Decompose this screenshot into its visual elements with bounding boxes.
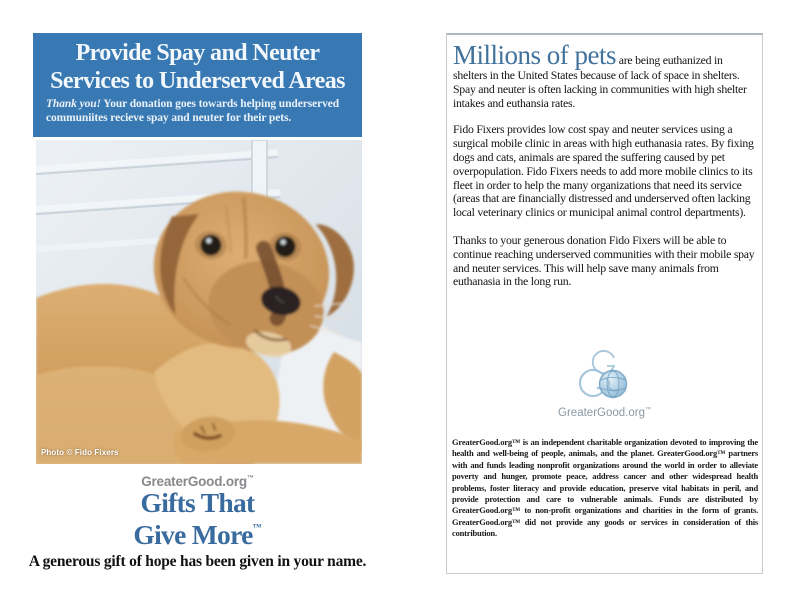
donation-impact-paragraph: Thanks to your generous donation Fido Fixers will be able to continue reaching underserved communities with their mobile spay and neuter services. This will help save many animals from euthanasia in the long run.: [453, 232, 755, 289]
puppy-photo-illustration: [36, 140, 362, 464]
card-title-line-1: Provide Spay and Neuter: [75, 40, 320, 66]
greatergood-logo-text: [447, 407, 762, 419]
gifts-logo-line-2: [33, 515, 362, 550]
trademark-symbol: ™: [246, 475, 254, 482]
gifts-logo-line-2-text: Give More: [133, 519, 253, 550]
thank-you-note: [33, 98, 362, 125]
photo-credit: Photo © Fido Fixers: [41, 448, 119, 457]
header-banner: [33, 33, 362, 137]
fido-fixers-paragraph: Fido Fixers provides low cost spay and neuter services using a surgical mobile clinic in areas with high euthanasia rates. By fixing dogs and cats, animals are spared the suffering caused by pet overpopulation. Fido Fixers needs to add more mobile clinics to its fleet in order to help the many organizations that need its service (areas that are financially distressed and underserved often lacking local veterinary clinics or municipal animal control departments).: [453, 122, 754, 220]
gifts-logo-line-1: Gifts That: [140, 487, 255, 518]
gift-message: A generous gift of hope has been given in your name.: [28, 553, 367, 570]
puppy-photo: [36, 140, 362, 464]
right-panel: [446, 33, 763, 574]
left-panel: [28, 33, 367, 612]
thank-you-rest: Your donation goes towards helping underserved communiites recieve spay and neuter for their pets.: [46, 98, 340, 124]
intro-rest: are being euthanized in shelters in the United States because of lack of space in shelters. Spay and neuter is often lacking in communities with high shelter intakes and euthansia rates.: [453, 53, 747, 110]
intro-lead: Millions of pets: [453, 40, 617, 70]
trademark-symbol: ™: [252, 522, 262, 532]
trademark-symbol: ™: [644, 407, 651, 413]
gifts-that-give-more-logo: [33, 487, 362, 550]
legal-disclaimer: GreaterGood.org™ is an independent charitable organization devoted to improving the health and well-being of people, animals, and the planet. GreaterGood.org™ partners with and funds leading nonprofit organizations around the world in order to alleviate poverty and hunger, promote peace, address cancer and other widespread health problems, foster literacy and provide education, preserve vital habitats in peril, and provide protection and care to vulnerable animals. Funds are distributed by GreaterGood.org™ to non-profit organizations and charities in the form of grants. GreaterGood.org™ did not provide any goods or services in consideration of this contribution.: [452, 437, 758, 539]
card-title-line-2: Services to Underserved Areas: [50, 68, 345, 94]
greatergood-logo-wordmark: GreaterGood.org: [558, 407, 645, 419]
greatergood-logo-icon: [573, 348, 637, 404]
greatergood-logo: [447, 348, 762, 419]
intro-paragraph: [453, 42, 756, 110]
greatergood-wordmark-text: GreaterGood.org: [141, 474, 247, 489]
thank-you-lead: Thank you!: [46, 98, 101, 110]
